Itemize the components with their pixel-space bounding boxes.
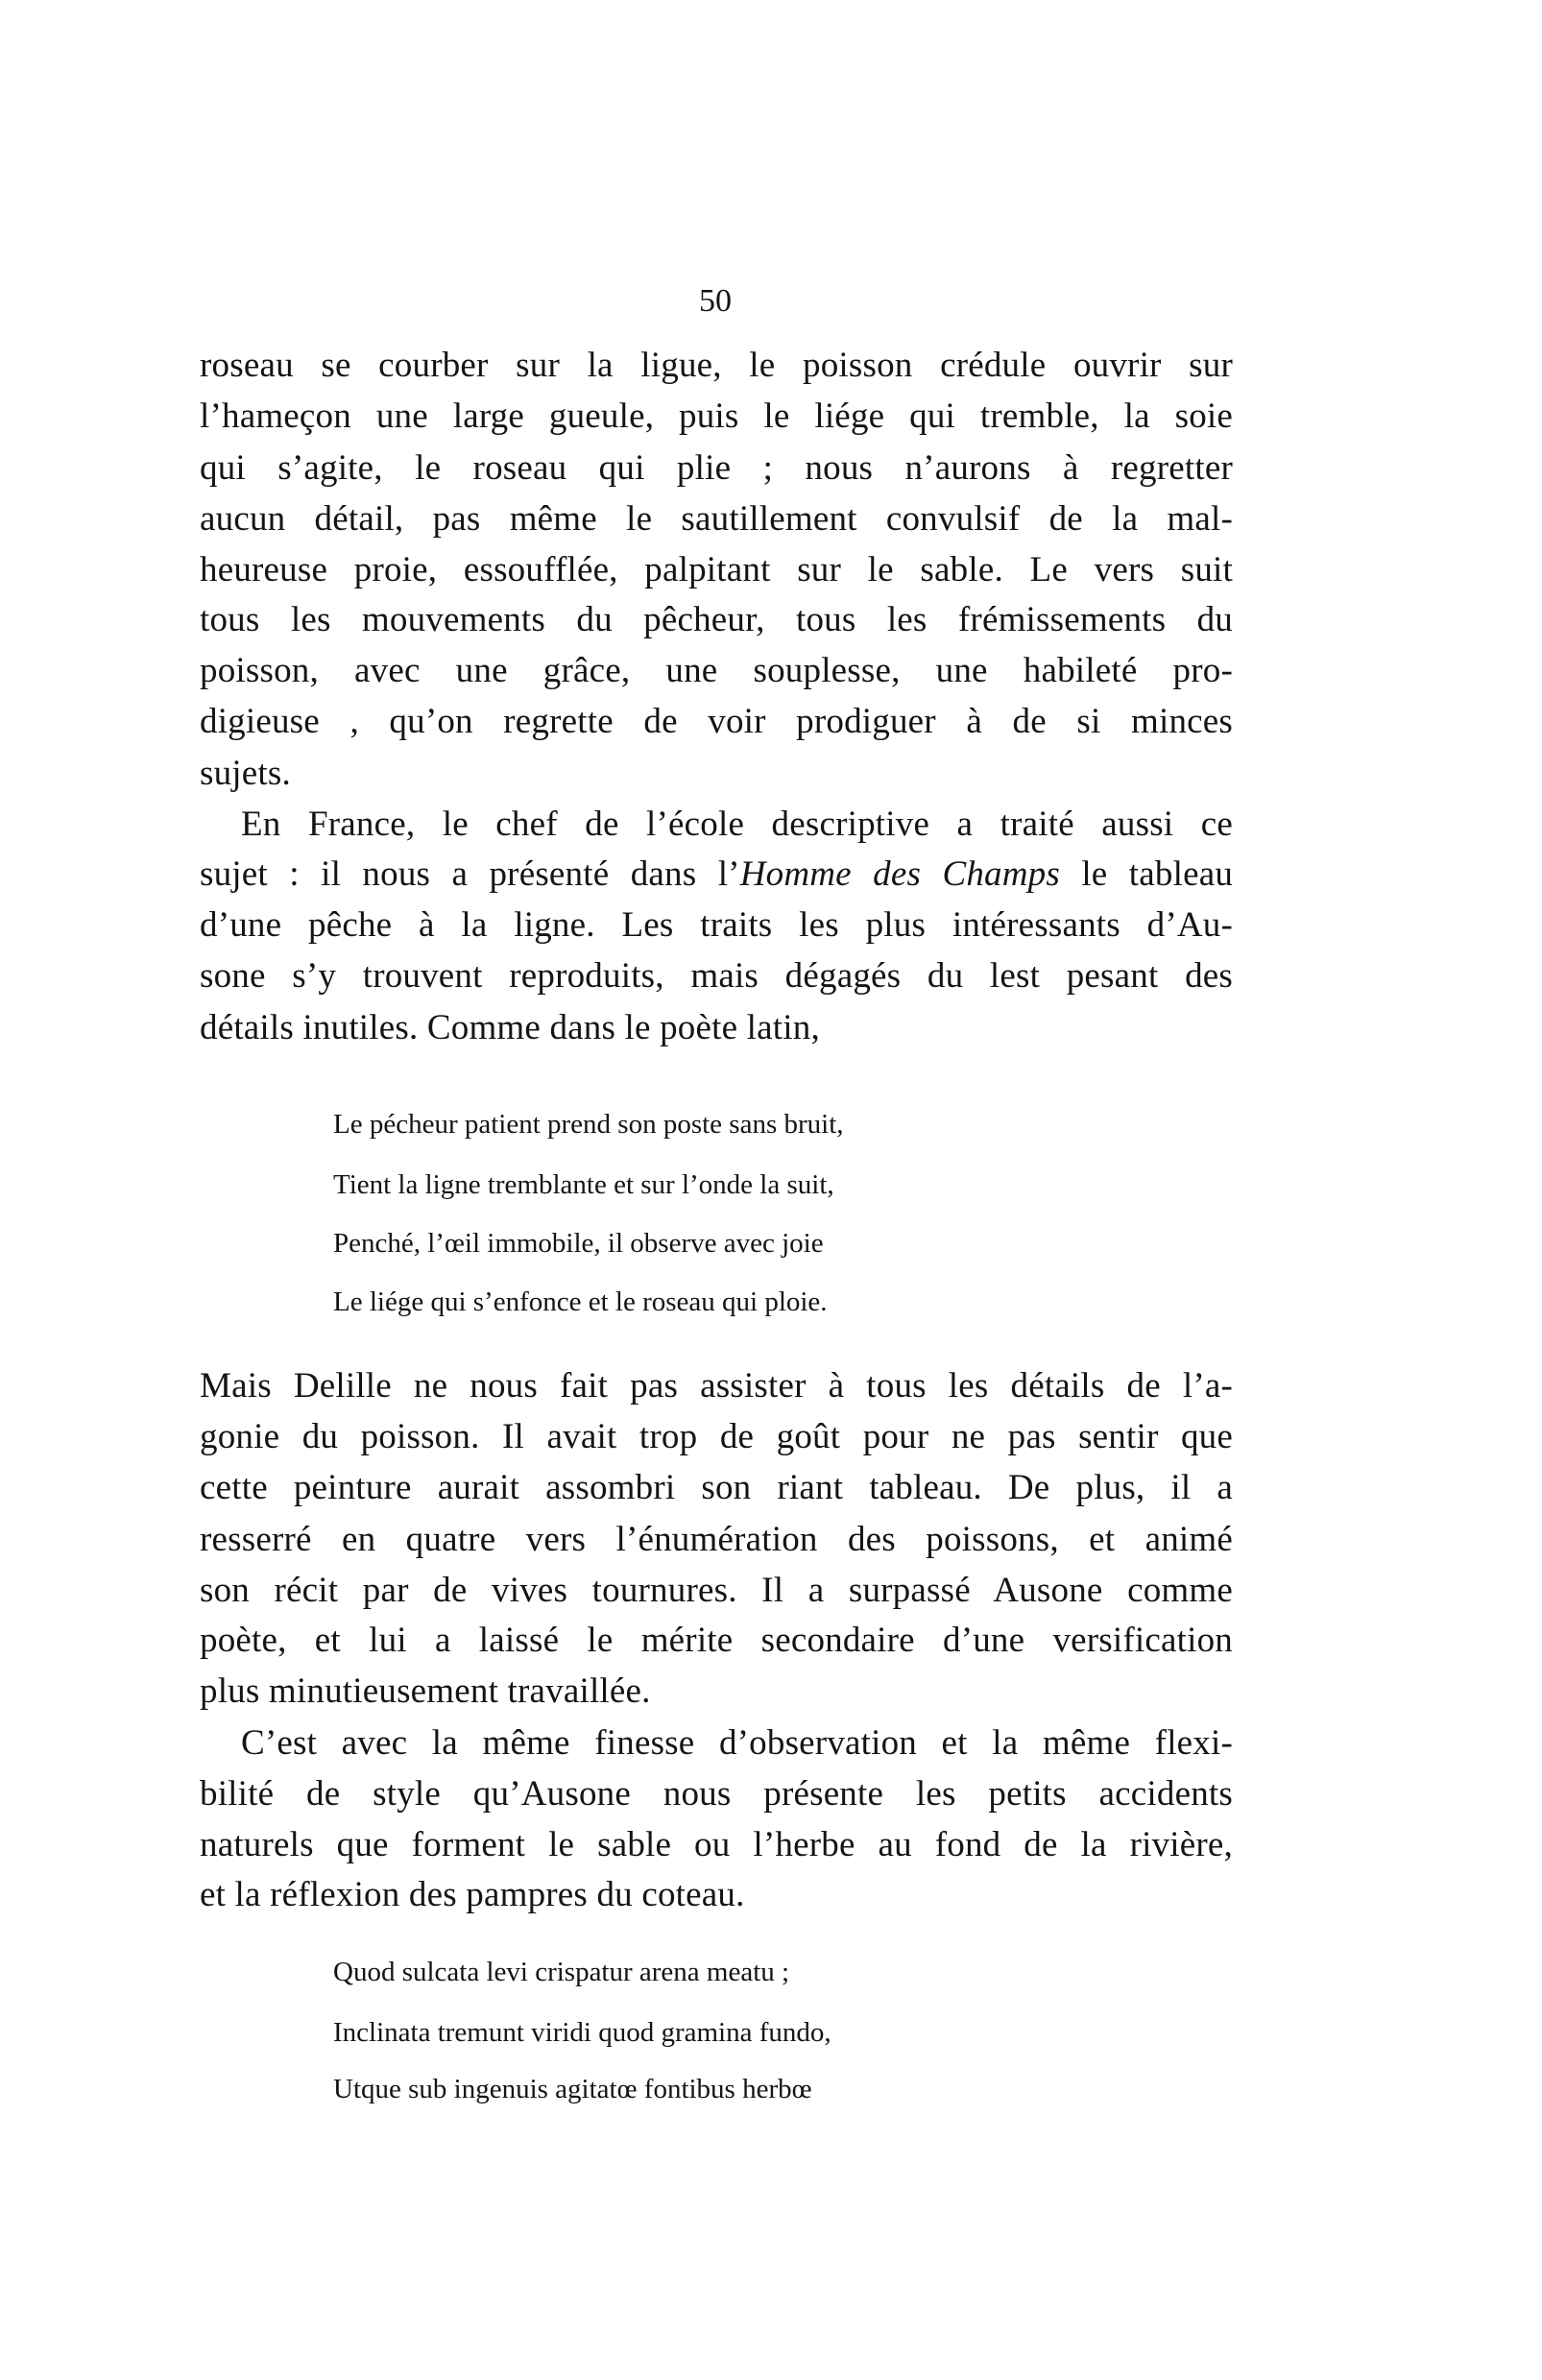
text-segment: sujet : il nous a présenté dans l’ xyxy=(200,854,740,894)
italic-title: Homme des Champs xyxy=(739,854,1060,894)
text-line: En France, le chef de l’école descriptive a traité aussi ce xyxy=(241,805,1233,844)
text-line: roseau se courber sur la ligue, le poisson crédule ouvrir sur xyxy=(200,346,1233,385)
text-line: d’une pêche à la ligne. Les traits les plus intéressants d’Au- xyxy=(200,905,1233,945)
text-line xyxy=(200,849,1233,900)
text-line: poète, et lui a laissé le mérite secondaire d’une versification xyxy=(200,1621,1233,1660)
text-line: tous les mouvements du pêcheur, tous les frémissements du xyxy=(200,600,1233,639)
page-number: 50 xyxy=(699,283,732,319)
text-line: C’est avec la même finesse d’observation et la même flexi- xyxy=(241,1723,1233,1763)
text-line: gonie du poisson. Il avait trop de goût pour ne pas sentir que xyxy=(200,1417,1233,1456)
text-line: et la réflexion des pampres du coteau. xyxy=(200,1875,745,1914)
text-segment: le tableau xyxy=(1059,854,1234,894)
text-line: sone s’y trouvent reproduits, mais dégagés du lest pesant des xyxy=(200,956,1233,996)
text-line: digieuse , qu’on regrette de voir prodiguer à de si minces xyxy=(200,702,1233,741)
verse-line: Tient la ligne tremblante et sur l’onde la suit, xyxy=(333,1169,834,1200)
text-line: détails inutiles. Comme dans le poète latin, xyxy=(200,1008,820,1047)
verse-line: Le pécheur patient prend son poste sans bruit, xyxy=(333,1109,844,1140)
text-line: sujets. xyxy=(200,754,291,793)
verse-line: Utque sub ingenuis agitatœ fontibus herbœ xyxy=(333,2074,812,2104)
verse-line: Inclinata tremunt viridi quod gramina fundo, xyxy=(333,2017,831,2048)
text-line: son récit par de vives tournures. Il a surpassé Ausone comme xyxy=(200,1571,1233,1610)
text-line: plus minutieusement travaillée. xyxy=(200,1671,651,1711)
text-line: resserré en quatre vers l’énumération des poissons, et animé xyxy=(200,1520,1233,1559)
verse-line: Le liége qui s’enfonce et le roseau qui ploie. xyxy=(333,1286,828,1317)
text-line: qui s’agite, le roseau qui plie ; nous n’aurons à regretter xyxy=(200,448,1233,488)
text-line: naturels que forment le sable ou l’herbe au fond de la rivière, xyxy=(200,1825,1233,1864)
text-line: cette peinture aurait assombri son riant tableau. De plus, il a xyxy=(200,1468,1233,1507)
text-line: l’hameçon une large gueule, puis le liége qui tremble, la soie xyxy=(200,397,1233,436)
text-line: poisson, avec une grâce, une souplesse, une habileté pro- xyxy=(200,651,1233,690)
text-line: heureuse proie, essoufflée, palpitant sur le sable. Le vers suit xyxy=(200,550,1233,589)
verse-line: Penché, l’œil immobile, il observe avec joie xyxy=(333,1228,824,1259)
text-line: Mais Delille ne nous fait pas assister à tous les détails de l’a- xyxy=(200,1366,1233,1406)
text-line: aucun détail, pas même le sautillement convulsif de la mal- xyxy=(200,499,1233,539)
text-line: bilité de style qu’Ausone nous présente les petits accidents xyxy=(200,1774,1233,1814)
verse-line: Quod sulcata levi crispatur arena meatu ; xyxy=(333,1957,790,1987)
